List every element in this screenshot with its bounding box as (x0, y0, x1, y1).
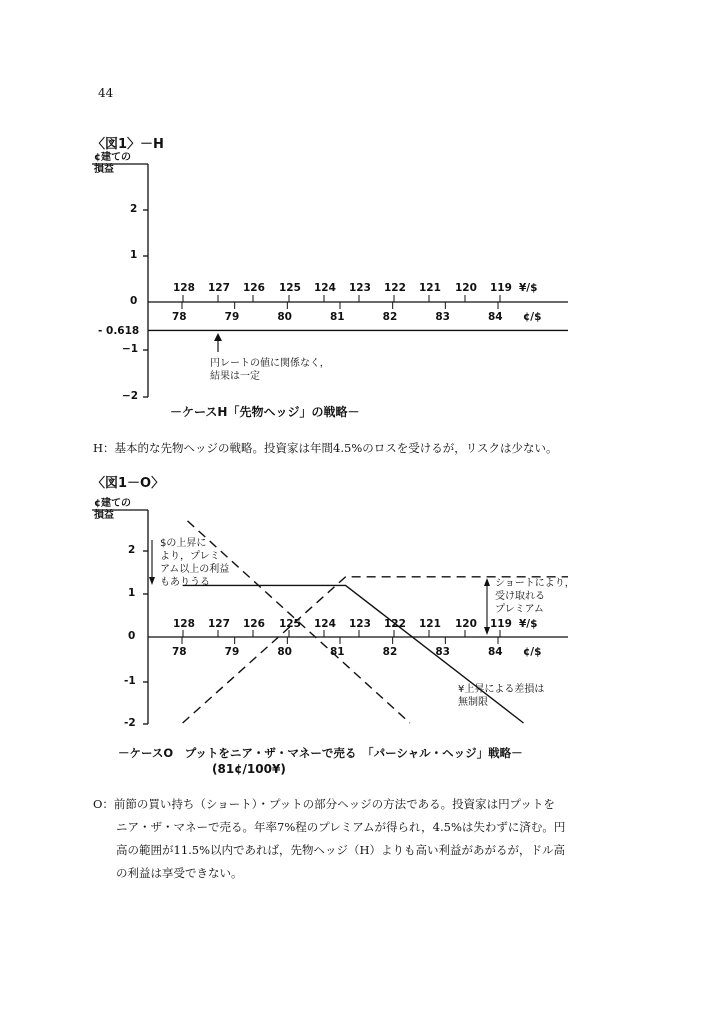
text-o-line: ニア・ザ・マネーで売る。年率7%程のプレミアムが得られ，4.5%は失わずに済む。円 (116, 820, 566, 834)
h-yen-label: 124 (314, 282, 336, 294)
h-yen-label: 120 (455, 282, 477, 294)
o-cent-label: 83 (435, 646, 450, 658)
figure-o-left-arrow (149, 540, 155, 585)
o-yen-label: 119 (490, 618, 512, 630)
o-yen-label: 121 (419, 618, 441, 630)
o-cent-label: 84 (488, 646, 503, 658)
h-cent-label: 81 (330, 311, 345, 323)
h-annotation: 円レートの値に関係なく， 結果は一定 (210, 358, 330, 382)
figure-h-arrow (214, 333, 222, 352)
o-note-bottom: ¥上昇による差損は 無制限 (458, 684, 545, 708)
h-cent-label: 84 (488, 311, 503, 323)
o-yen-label: 122 (384, 618, 406, 630)
h-cent-unit: ¢/$ (523, 311, 542, 323)
o-cent-label: 78 (172, 646, 187, 658)
o-yen-label: 128 (173, 618, 195, 630)
h-yen-label: 121 (419, 282, 441, 294)
h-yen-label: 119 (490, 282, 512, 294)
h-ytick-m2: −2 (122, 390, 139, 402)
text-o-line: O：前節の買い持ち（ショート）・プットの部分ヘッジの方法である。投資家は円プットを (93, 797, 555, 811)
figure-o-title: 〈図1－O〉 (92, 476, 165, 491)
h-yen-label: 128 (173, 282, 195, 294)
o-ytick-m2: -2 (124, 717, 136, 729)
o-yen-label: 127 (208, 618, 230, 630)
h-ytick-0: 0 (130, 295, 138, 307)
figure-h-title: 〈図1〉－H (92, 137, 164, 152)
o-yen-label: 126 (243, 618, 265, 630)
o-ytick-m1: -1 (124, 675, 136, 687)
h-ytick-2: 2 (130, 203, 138, 215)
figure-o-caption: －ケースO プットをニア・ザ・マネーで売る 「パーシャル・ヘッジ」戦略－ (118, 746, 523, 760)
o-cent-label: 82 (382, 646, 398, 658)
o-cent-label: 79 (224, 646, 240, 658)
h-cent-label: 80 (277, 311, 292, 323)
figure-h-y-label: ¢建ての 損益 (94, 152, 131, 175)
o-cent-unit: ¢/$ (523, 646, 542, 658)
h-cent-label: 78 (172, 311, 187, 323)
o-note-left: $の上昇に より，プレミ アム以上の利益 もありうる (160, 538, 230, 588)
text-o (93, 793, 565, 885)
text-o-line: の利益は享受できない。 (116, 866, 243, 880)
o-yen-label: 120 (455, 618, 477, 630)
page-number: 44 (98, 86, 114, 100)
figure-h-caption: －ケースH「先物ヘッジ」の戦略－ (170, 405, 360, 419)
h-yen-label: 127 (208, 282, 230, 294)
h-yen-label: 126 (243, 282, 265, 294)
h-ytick-m1: −1 (122, 343, 139, 355)
o-yen-label: 123 (349, 618, 371, 630)
figure-o-caption-2: (81¢/100¥) (212, 762, 286, 776)
text-h: H：基本的な先物ヘッジの戦略。投資家は年間4.5%のロスを受けるが，リスクは少ない。 (93, 441, 558, 455)
o-ytick-0: 0 (128, 630, 136, 642)
text-o-line: 高の範囲が11.5%以内であれば，先物ヘッジ（H）よりも高い利益があがるが，ドル高 (116, 843, 566, 857)
h-yen-label: 125 (279, 282, 301, 294)
h-cent-label: 82 (382, 311, 398, 323)
o-yen-unit: ¥/$ (519, 618, 538, 630)
o-yen-label: 124 (314, 618, 336, 630)
h-yen-label: 123 (349, 282, 371, 294)
h-ytick-1: 1 (130, 249, 138, 261)
o-ytick-1: 1 (128, 587, 136, 599)
o-yen-label: 125 (279, 618, 301, 630)
h-yen-label: 122 (384, 282, 406, 294)
h-ytick-0618: - 0.618 (98, 325, 140, 337)
figure-o-y-label: ¢建ての 損益 (94, 498, 131, 521)
h-yen-unit: ¥/$ (519, 282, 538, 294)
o-ytick-2: 2 (128, 544, 136, 556)
figure-h-axes (92, 164, 568, 397)
o-cent-label: 81 (330, 646, 345, 658)
o-cent-label: 80 (277, 646, 292, 658)
h-cent-label: 79 (224, 311, 240, 323)
h-cent-label: 83 (435, 311, 450, 323)
o-note-right: ショートにより， 受け取れる プレミアム (495, 578, 575, 615)
